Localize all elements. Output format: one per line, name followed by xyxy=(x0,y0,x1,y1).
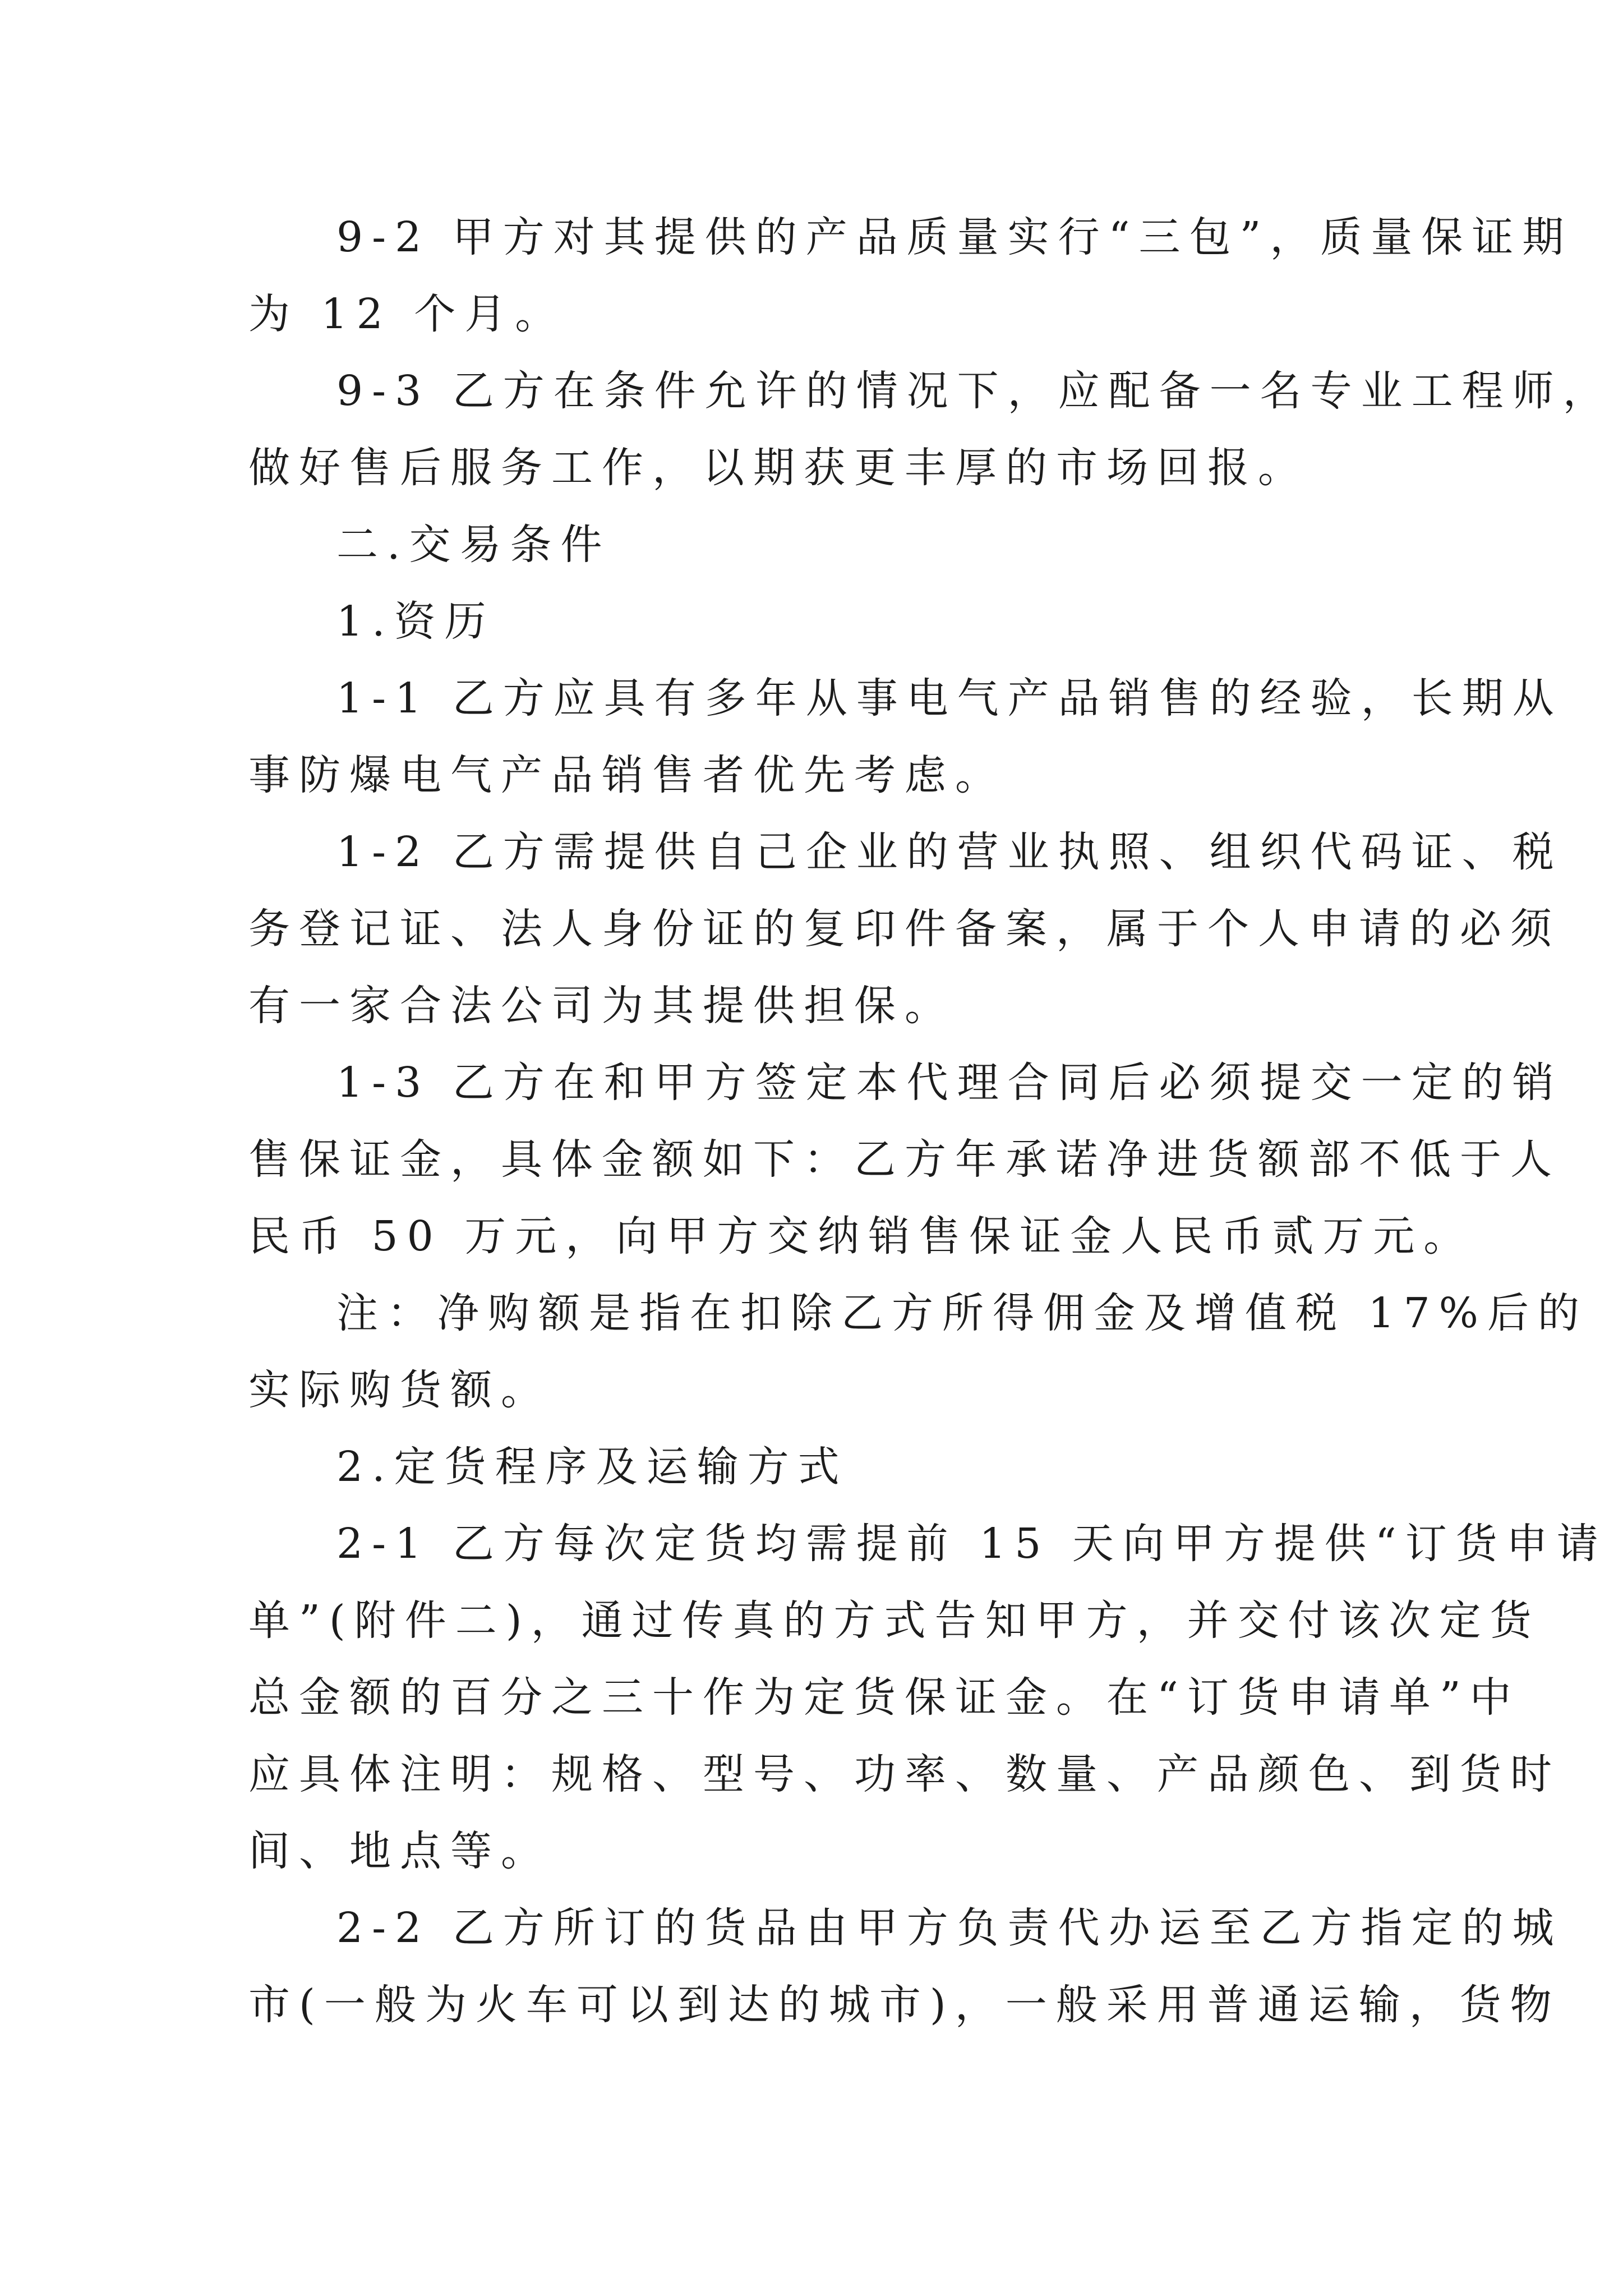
text-line: 2-2 乙方所订的货品由甲方负责代办运至乙方指定的城 xyxy=(336,1904,1563,1952)
text-line: 做好售后服务工作，以期获更丰厚的市场回报。 xyxy=(248,444,1308,492)
text-line: 间、地点等。 xyxy=(248,1827,551,1875)
text-line: 售保证金，具体金额如下：乙方年承诺净进货额部不低于人 xyxy=(248,1135,1561,1184)
subsection-heading: 1.资历 xyxy=(336,597,495,646)
text-line: 1-2 乙方需提供自己企业的营业执照、组织代码证、税 xyxy=(336,828,1563,876)
text-line: 2-1 乙方每次定货均需提前 15 天向甲方提供“订货申请 xyxy=(336,1520,1607,1568)
text-line: 1-1 乙方应具有多年从事电气产品销售的经验，长期从 xyxy=(336,674,1563,723)
text-line: 9-2 甲方对其提供的产品质量实行“三包”，质量保证期 xyxy=(336,213,1573,261)
text-line: 9-3 乙方在条件允许的情况下，应配备一名专业工程师， xyxy=(336,367,1613,415)
document-body xyxy=(248,199,1613,2044)
text-line: 市(一般为火车可以到达的城市)，一般采用普通运输，货物 xyxy=(248,1981,1561,2029)
note-line: 实际购货额。 xyxy=(248,1366,551,1414)
text-line: 务登记证、法人身份证的复印件备案，属于个人申请的必须 xyxy=(248,905,1561,953)
text-line: 为 12 个月。 xyxy=(248,290,566,338)
note-line: 注：净购额是指在扣除乙方所得佣金及增值税 17%后的 xyxy=(336,1289,1588,1337)
text-line: 总金额的百分之三十作为定货保证金。在“订货申请单”中 xyxy=(248,1673,1520,1722)
text-line: 1-3 乙方在和甲方签定本代理合同后必须提交一定的销 xyxy=(336,1059,1563,1107)
text-line: 有一家合法公司为其提供担保。 xyxy=(248,982,955,1030)
text-line: 单”(附件二)，通过传真的方式告知甲方，并交付该次定货 xyxy=(248,1596,1541,1645)
text-line: 民币 50 万元，向甲方交纳销售保证金人民币贰万元。 xyxy=(248,1212,1474,1260)
text-line: 事防爆电气产品销售者优先考虑。 xyxy=(248,751,1006,799)
text-line: 应具体注明：规格、型号、功率、数量、产品颜色、到货时 xyxy=(248,1750,1561,1798)
section-heading: 二.交易条件 xyxy=(336,521,611,569)
subsection-heading: 2.定货程序及运输方式 xyxy=(336,1443,849,1491)
